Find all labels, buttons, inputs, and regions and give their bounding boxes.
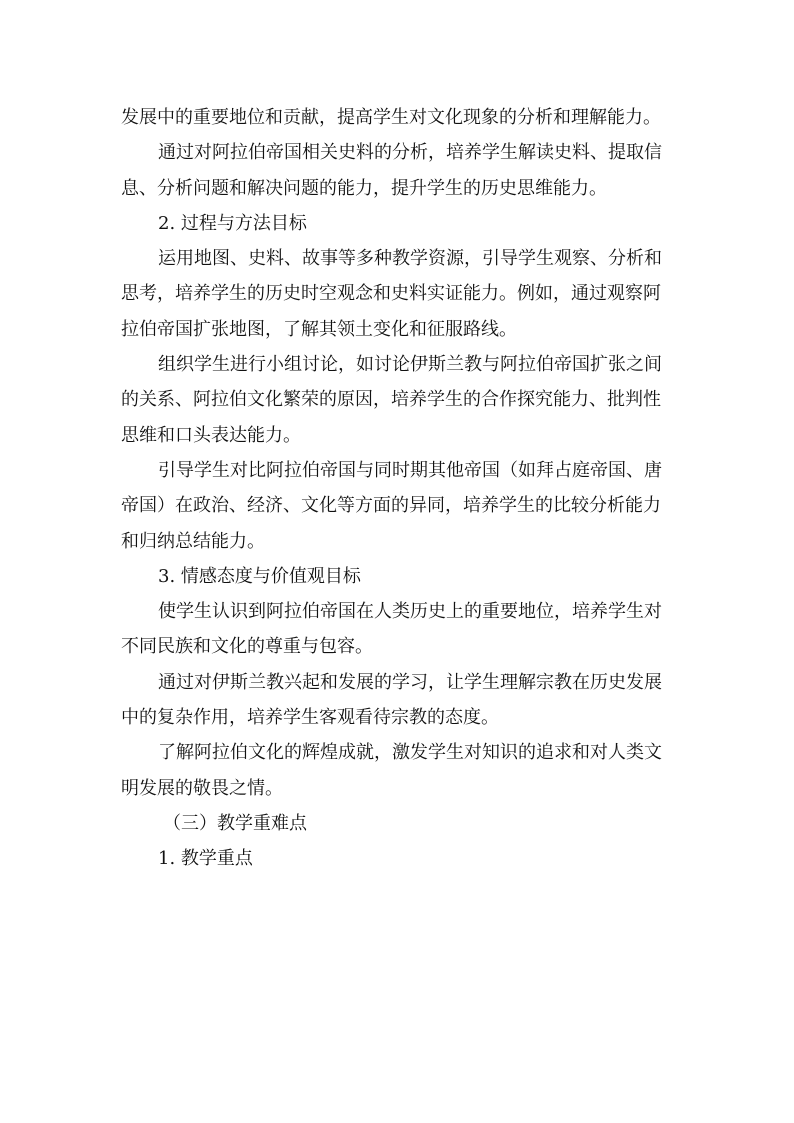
paragraph-line: 拉伯帝国扩张地图，了解其领土变化和征服路线。	[121, 318, 517, 340]
paragraph-line: 发展中的重要地位和贡献，提高学生对文化现象的分析和理解能力。	[121, 107, 661, 128]
paragraph-line: 帝国）在政治、经济、文化等方面的异同，培养学生的比较分析能力	[121, 495, 661, 517]
paragraph-line: 引导学生对比阿拉伯帝国与同时期其他帝国（如拜占庭帝国、唐	[158, 459, 662, 481]
paragraph-line: 的关系、阿拉伯文化繁荣的原因，培养学生的合作探究能力、批判性	[121, 389, 661, 411]
section-heading: （三）教学重难点	[163, 812, 307, 834]
paragraph-line: 思考，培养学生的历史时空观念和史料实证能力。例如，通过观察阿	[121, 283, 661, 305]
paragraph-line: 运用地图、史料、故事等多种教学资源，引导学生观察、分析和	[158, 248, 662, 270]
paragraph-line: 使学生认识到阿拉伯帝国在人类历史上的重要地位，培养学生对	[158, 601, 662, 623]
paragraph-line: 通过对伊斯兰教兴起和发展的学习，让学生理解宗教在历史发展	[158, 671, 662, 693]
paragraph-line: 了解阿拉伯文化的辉煌成就，激发学生对知识的追求和对人类文	[158, 742, 662, 764]
paragraph-line: 明发展的敬畏之情。	[121, 777, 283, 799]
paragraph-line: 中的复杂作用，培养学生客观看待宗教的态度。	[121, 707, 499, 729]
paragraph-line: 不同民族和文化的尊重与包容。	[121, 636, 373, 658]
section-heading: 1. 教学重点	[158, 848, 253, 870]
section-heading: 3. 情感态度与价值观目标	[158, 565, 361, 587]
section-heading: 2. 过程与方法目标	[158, 212, 307, 234]
paragraph-line: 和归纳总结能力。	[121, 530, 265, 552]
paragraph-line: 息、分析问题和解决问题的能力，提升学生的历史思维能力。	[121, 177, 607, 199]
document-body	[121, 100, 677, 877]
paragraph-line: 通过对阿拉伯帝国相关史料的分析，培养学生解读史料、提取信	[158, 142, 662, 164]
paragraph-line: 组织学生进行小组讨论，如讨论伊斯兰教与阿拉伯帝国扩张之间	[158, 354, 662, 376]
paragraph-line: 思维和口头表达能力。	[121, 424, 301, 446]
